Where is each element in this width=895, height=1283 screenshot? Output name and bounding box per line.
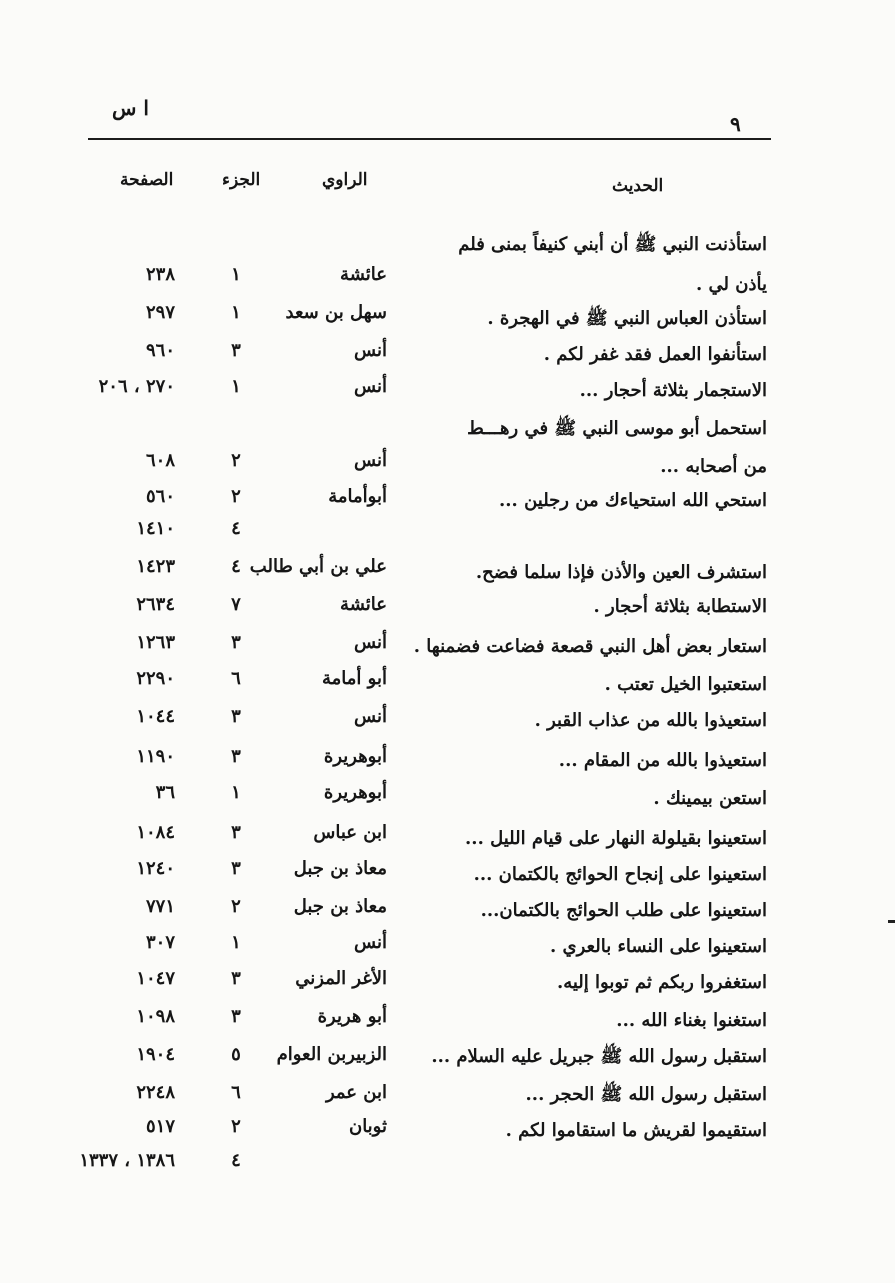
hadith-text: استقيموا لقريش ما استقاموا لكم . bbox=[505, 1120, 767, 1141]
narrator-name: أنس bbox=[354, 376, 387, 397]
page-reference: ١٩٠٤ bbox=[136, 1044, 175, 1065]
hadith-text: استعينوا على النساء بالعري . bbox=[549, 936, 767, 957]
hadith-text: استحمل أبو موسى النبي ﷺ في رهـــط bbox=[467, 418, 767, 439]
page-reference: ٩٦٠ bbox=[145, 340, 175, 361]
narrator-name: سهل بن سعد bbox=[285, 302, 387, 323]
narrator-name: ابن عمر bbox=[325, 1082, 387, 1103]
hadith-text: استعينوا بقيلولة النهار على قيام الليل ... bbox=[465, 828, 767, 849]
column-header-page: الصفحة bbox=[120, 170, 174, 190]
juz-number: ٢ bbox=[231, 1116, 241, 1137]
narrator-name: أنس bbox=[354, 632, 387, 653]
juz-number: ٦ bbox=[231, 1082, 241, 1103]
hadith-text: استأذنت النبي ﷺ أن أبني كنيفاً بمنى فلم bbox=[458, 234, 767, 255]
juz-number: ٣ bbox=[231, 968, 241, 989]
hadith-text: استعيذوا بالله من عذاب القبر . bbox=[534, 710, 767, 731]
page-reference: ١٤١٠ bbox=[136, 518, 175, 539]
scan-mark bbox=[888, 920, 895, 923]
hadith-text: استغنوا بغناء الله ... bbox=[616, 1010, 767, 1031]
column-header-juz: الجزء bbox=[222, 170, 261, 190]
hadith-text: استعينوا على طلب الحوائج بالكتمان... bbox=[480, 900, 767, 921]
hadith-text: استعتبوا الخيل تعتب . bbox=[604, 674, 767, 695]
juz-number: ٣ bbox=[231, 632, 241, 653]
page-reference: ٣٦ bbox=[155, 782, 175, 803]
narrator-name: ابن عباس bbox=[313, 822, 387, 843]
hadith-text: الاستجمار بثلاثة أحجار ... bbox=[579, 380, 767, 401]
juz-number: ١ bbox=[231, 782, 241, 803]
hadith-text: استعيذوا بالله من المقام ... bbox=[558, 750, 767, 771]
hadith-text: استعار بعض أهل النبي قصعة فضاعت فضمنها . bbox=[413, 636, 767, 657]
juz-number: ٣ bbox=[231, 822, 241, 843]
hadith-text: استغفروا ربكم ثم توبوا إليه. bbox=[556, 972, 767, 993]
juz-number: ١ bbox=[231, 376, 241, 397]
column-header-narrator: الراوي bbox=[322, 170, 368, 190]
hadith-text: استأذن العباس النبي ﷺ في الهجرة . bbox=[487, 308, 767, 329]
page-reference: ٢٢٤٨ bbox=[136, 1082, 175, 1103]
hadith-text: استأنفوا العمل فقد غفر لكم . bbox=[543, 344, 767, 365]
hadith-text: استحي الله استحياءك من رجلين ... bbox=[499, 490, 767, 511]
page-reference: ١٢٤٠ bbox=[136, 858, 175, 879]
narrator-name: معاذ بن جبل bbox=[293, 896, 387, 917]
juz-number: ٢ bbox=[231, 896, 241, 917]
narrator-name: الأغر المزني bbox=[295, 968, 387, 989]
narrator-name: علي بن أبي طالب bbox=[249, 556, 387, 577]
juz-number: ٤ bbox=[231, 518, 241, 539]
juz-number: ١ bbox=[231, 302, 241, 323]
page-reference: ٦٠٨ bbox=[145, 450, 175, 471]
hadith-text: استقبل رسول الله ﷺ الحجر ... bbox=[525, 1084, 767, 1105]
page-reference: ٢٧٠ ، ٢٠٦ bbox=[98, 376, 175, 397]
page-reference: ٢٩٧ bbox=[145, 302, 175, 323]
page-number: ٩ bbox=[730, 112, 741, 136]
juz-number: ٤ bbox=[231, 556, 241, 577]
header-rule bbox=[88, 138, 771, 140]
narrator-name: أبوهريرة bbox=[323, 746, 387, 767]
section-letters: ا س bbox=[112, 96, 149, 120]
page-reference: ٢٢٩٠ bbox=[136, 668, 175, 689]
narrator-name: أبوهريرة bbox=[323, 782, 387, 803]
hadith-text: من أصحابه ... bbox=[660, 456, 767, 477]
hadith-text: يأذن لي . bbox=[695, 274, 767, 295]
page-reference: ١٠٤٤ bbox=[136, 706, 175, 727]
juz-number: ٥ bbox=[231, 1044, 241, 1065]
juz-number: ٧ bbox=[231, 594, 241, 615]
narrator-name: أنس bbox=[354, 932, 387, 953]
juz-number: ٣ bbox=[231, 746, 241, 767]
hadith-text: استشرف العين والأذن فإذا سلما فضح. bbox=[475, 562, 767, 583]
juz-number: ٤ bbox=[231, 1150, 241, 1171]
juz-number: ٣ bbox=[231, 1006, 241, 1027]
juz-number: ٢ bbox=[231, 486, 241, 507]
column-header-hadith: الحديث bbox=[612, 176, 664, 196]
narrator-name: الزبيربن العوام bbox=[276, 1044, 387, 1065]
page-reference: ٧٧١ bbox=[145, 896, 175, 917]
narrator-name: أنس bbox=[354, 706, 387, 727]
page-reference: ٣٠٧ bbox=[145, 932, 175, 953]
page-reference: ١٠٨٤ bbox=[136, 822, 175, 843]
narrator-name: أنس bbox=[354, 450, 387, 471]
juz-number: ٣ bbox=[231, 858, 241, 879]
narrator-name: أبوأمامة bbox=[328, 486, 387, 507]
hadith-text: الاستطابة بثلاثة أحجار . bbox=[593, 596, 767, 617]
narrator-name: أنس bbox=[354, 340, 387, 361]
page-reference: ١٣٨٦ ، ١٣٣٧ bbox=[79, 1150, 175, 1171]
juz-number: ٣ bbox=[231, 340, 241, 361]
narrator-name: عائشة bbox=[340, 594, 387, 615]
narrator-name: ثوبان bbox=[348, 1116, 387, 1137]
juz-number: ٦ bbox=[231, 668, 241, 689]
narrator-name: أبو هريرة bbox=[317, 1006, 387, 1027]
hadith-text: استقبل رسول الله ﷺ جبريل عليه السلام ... bbox=[431, 1046, 767, 1067]
page-reference: ١١٩٠ bbox=[136, 746, 175, 767]
page-reference: ٢٦٣٤ bbox=[136, 594, 175, 615]
page-reference: ١٢٦٣ bbox=[136, 632, 175, 653]
juz-number: ١ bbox=[231, 932, 241, 953]
page-reference: ١٠٩٨ bbox=[136, 1006, 175, 1027]
narrator-name: معاذ بن جبل bbox=[293, 858, 387, 879]
page-reference: ٢٣٨ bbox=[145, 264, 175, 285]
page-reference: ١٤٢٣ bbox=[136, 556, 175, 577]
page-reference: ٥٦٠ bbox=[145, 486, 175, 507]
juz-number: ١ bbox=[231, 264, 241, 285]
juz-number: ٢ bbox=[231, 450, 241, 471]
juz-number: ٣ bbox=[231, 706, 241, 727]
narrator-name: عائشة bbox=[340, 264, 387, 285]
page-reference: ٥١٧ bbox=[145, 1116, 175, 1137]
narrator-name: أبو أمامة bbox=[322, 668, 387, 689]
page-reference: ١٠٤٧ bbox=[136, 968, 175, 989]
hadith-text: استعينوا على إنجاح الحوائج بالكتمان ... bbox=[473, 864, 767, 885]
hadith-text: استعن بيمينك . bbox=[653, 788, 767, 809]
